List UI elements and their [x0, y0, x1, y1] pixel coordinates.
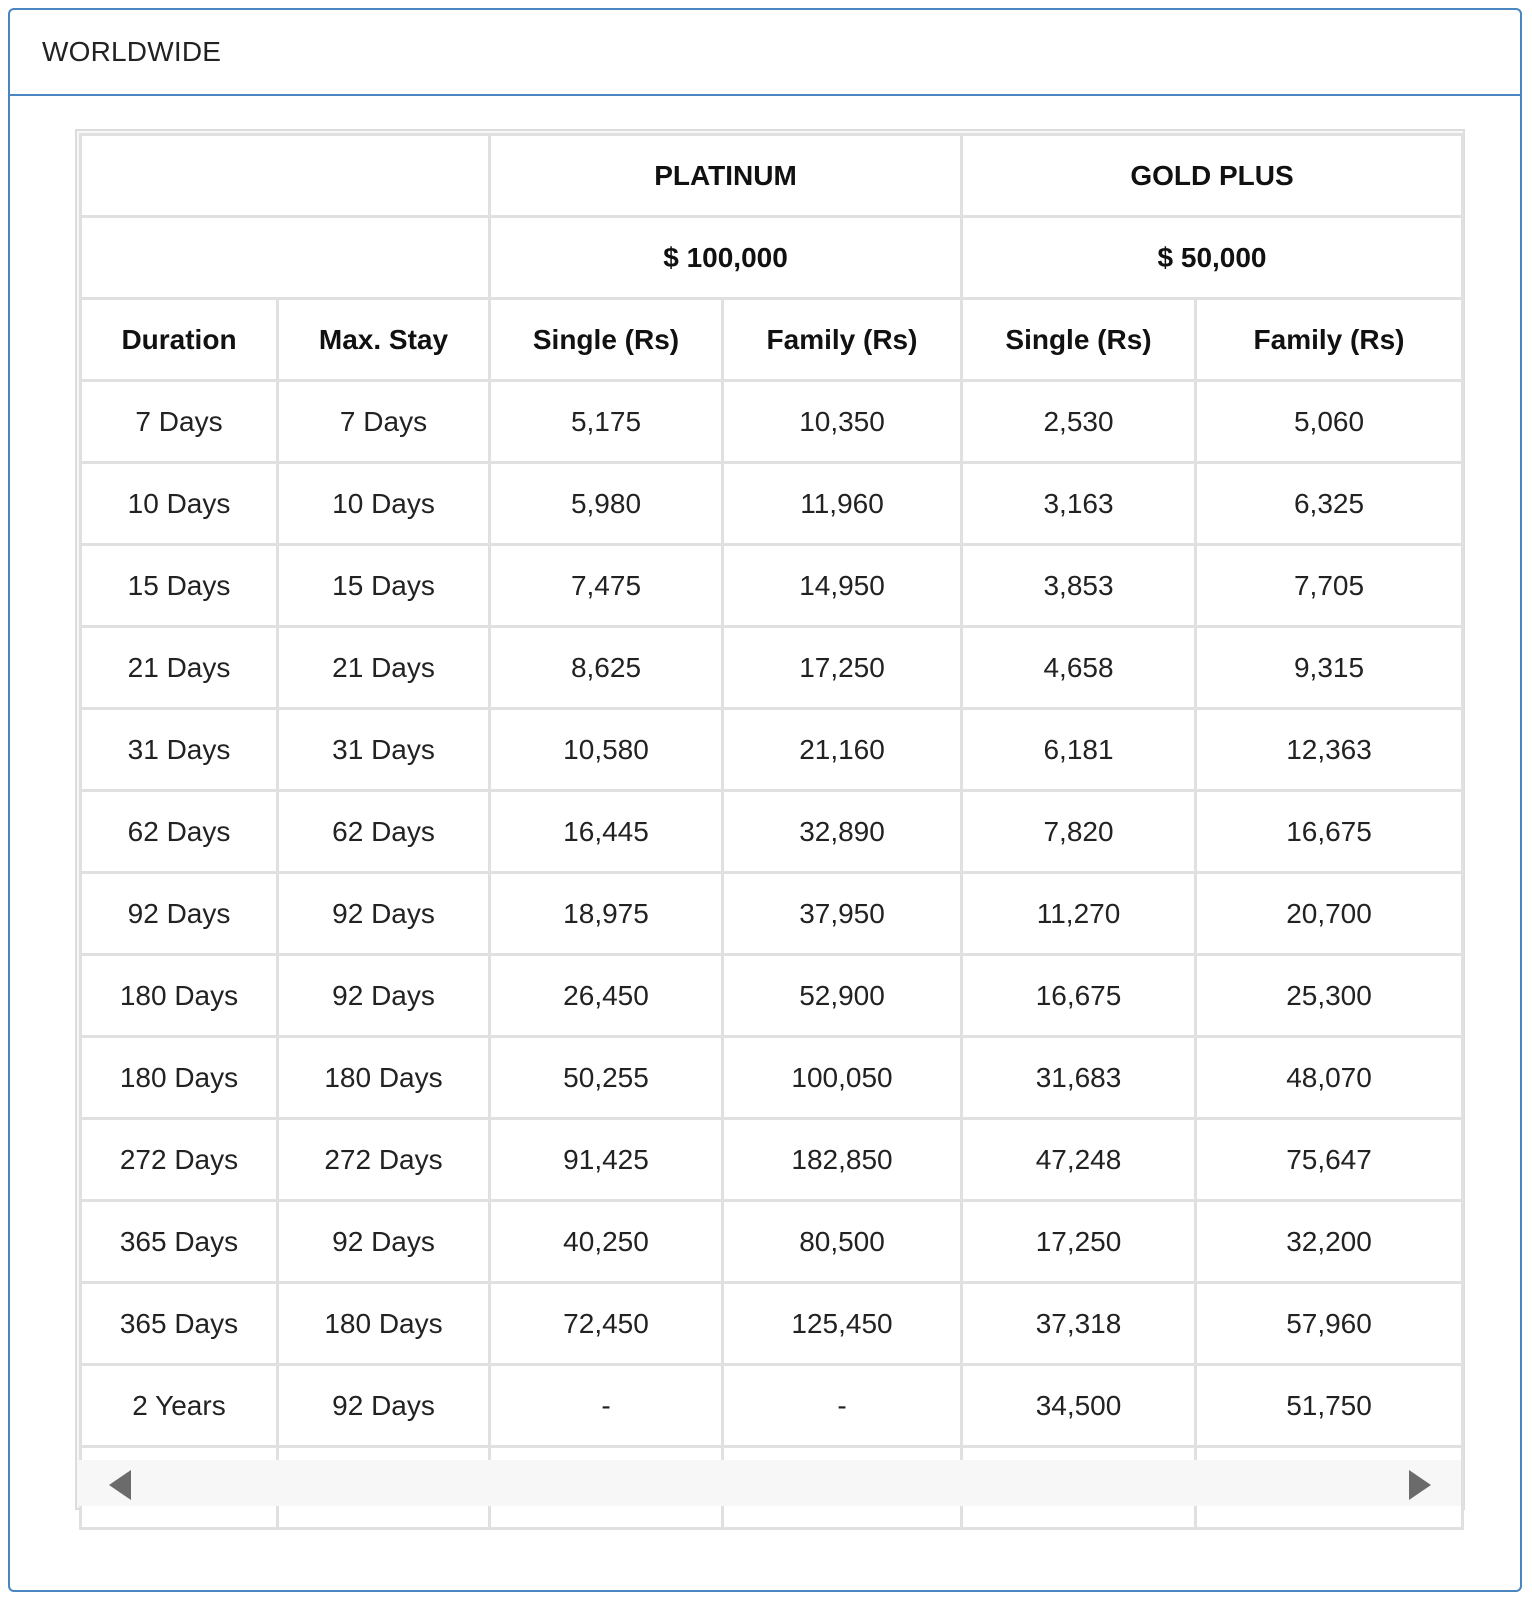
cell-gold-single: 6,181 [962, 709, 1196, 791]
cell-platinum-single: 8,625 [490, 627, 723, 709]
cell-max-stay: 15 Days [278, 545, 490, 627]
cell-gold-family: 48,070 [1196, 1037, 1463, 1119]
cell-platinum-family: 100,050 [723, 1037, 962, 1119]
column-header-platinum-family: Family (Rs) [723, 299, 962, 381]
cell-platinum-family: 11,960 [723, 463, 962, 545]
cell-platinum-single: 10,580 [490, 709, 723, 791]
cell-max-stay: 31 Days [278, 709, 490, 791]
cell-duration: 180 Days [81, 955, 278, 1037]
premium-rate-table [79, 133, 1464, 1530]
cell-max-stay: 10 Days [278, 463, 490, 545]
column-header-row [81, 299, 1463, 381]
cell-max-stay: 92 Days [278, 1365, 490, 1447]
plan-coverage-platinum: $ 100,000 [490, 217, 962, 299]
cell-gold-family: 51,750 [1196, 1365, 1463, 1447]
cell-platinum-single: 5,175 [490, 381, 723, 463]
horizontal-scrollbar[interactable] [79, 1460, 1461, 1506]
table-row [81, 1283, 1463, 1365]
table-row [81, 627, 1463, 709]
table-row [81, 1037, 1463, 1119]
cell-gold-family: 6,325 [1196, 463, 1463, 545]
cell-gold-single: 3,163 [962, 463, 1196, 545]
plan-name-platinum: PLATINUM [490, 135, 962, 217]
cell-gold-family: 9,315 [1196, 627, 1463, 709]
empty-header-cell [81, 217, 490, 299]
cell-gold-single: 47,248 [962, 1119, 1196, 1201]
cell-gold-family: 25,300 [1196, 955, 1463, 1037]
cell-gold-family: 16,675 [1196, 791, 1463, 873]
cell-duration: 365 Days [81, 1283, 278, 1365]
table-row [81, 791, 1463, 873]
cell-platinum-single: 72,450 [490, 1283, 723, 1365]
cell-gold-family: 20,700 [1196, 873, 1463, 955]
cell-gold-single: 17,250 [962, 1201, 1196, 1283]
cell-max-stay: 272 Days [278, 1119, 490, 1201]
cell-max-stay: 21 Days [278, 627, 490, 709]
cell-duration: 62 Days [81, 791, 278, 873]
cell-platinum-single: 50,255 [490, 1037, 723, 1119]
cell-gold-family: 32,200 [1196, 1201, 1463, 1283]
column-header-platinum-single: Single (Rs) [490, 299, 723, 381]
table-row [81, 463, 1463, 545]
cell-max-stay: 92 Days [278, 1201, 490, 1283]
plan-coverage-row [81, 217, 1463, 299]
cell-platinum-family: 37,950 [723, 873, 962, 955]
worldwide-panel [8, 8, 1522, 1592]
table-row [81, 955, 1463, 1037]
rate-table-body [81, 381, 1463, 1529]
cell-max-stay: 180 Days [278, 1283, 490, 1365]
cell-platinum-family: 125,450 [723, 1283, 962, 1365]
cell-platinum-family: 32,890 [723, 791, 962, 873]
cell-duration: 180 Days [81, 1037, 278, 1119]
cell-duration: 21 Days [81, 627, 278, 709]
cell-duration: 10 Days [81, 463, 278, 545]
table-row [81, 381, 1463, 463]
table-row [81, 1365, 1463, 1447]
column-header-duration: Duration [81, 299, 278, 381]
panel-title: WORLDWIDE [10, 10, 1520, 96]
cell-platinum-single: 7,475 [490, 545, 723, 627]
cell-gold-single: 11,270 [962, 873, 1196, 955]
cell-platinum-family: 52,900 [723, 955, 962, 1037]
cell-max-stay: 180 Days [278, 1037, 490, 1119]
cell-platinum-single: 18,975 [490, 873, 723, 955]
triangle-right-icon[interactable] [1409, 1470, 1431, 1500]
cell-platinum-family: 17,250 [723, 627, 962, 709]
cell-duration: 31 Days [81, 709, 278, 791]
cell-platinum-single: 16,445 [490, 791, 723, 873]
cell-duration: 92 Days [81, 873, 278, 955]
cell-platinum-family: 80,500 [723, 1201, 962, 1283]
column-header-max-stay: Max. Stay [278, 299, 490, 381]
cell-gold-single: 34,500 [962, 1365, 1196, 1447]
plan-coverage-gold-plus: $ 50,000 [962, 217, 1463, 299]
table-row [81, 873, 1463, 955]
cell-duration: 2 Years [81, 1365, 278, 1447]
cell-max-stay: 7 Days [278, 381, 490, 463]
cell-gold-single: 37,318 [962, 1283, 1196, 1365]
cell-gold-single: 3,853 [962, 545, 1196, 627]
cell-gold-family: 75,647 [1196, 1119, 1463, 1201]
cell-gold-family: 57,960 [1196, 1283, 1463, 1365]
cell-gold-family: 7,705 [1196, 545, 1463, 627]
cell-platinum-family: - [723, 1365, 962, 1447]
cell-platinum-single: 5,980 [490, 463, 723, 545]
plan-name-gold-plus: GOLD PLUS [962, 135, 1463, 217]
empty-header-cell [81, 135, 490, 217]
table-row [81, 1201, 1463, 1283]
triangle-left-icon[interactable] [109, 1470, 131, 1500]
cell-gold-family: 5,060 [1196, 381, 1463, 463]
cell-gold-single: 7,820 [962, 791, 1196, 873]
plan-name-row [81, 135, 1463, 217]
column-header-gold-single: Single (Rs) [962, 299, 1196, 381]
cell-max-stay: 92 Days [278, 955, 490, 1037]
cell-platinum-single: 26,450 [490, 955, 723, 1037]
cell-gold-single: 31,683 [962, 1037, 1196, 1119]
cell-duration: 272 Days [81, 1119, 278, 1201]
column-header-gold-family: Family (Rs) [1196, 299, 1463, 381]
table-row [81, 1119, 1463, 1201]
cell-gold-family: 12,363 [1196, 709, 1463, 791]
cell-max-stay: 92 Days [278, 873, 490, 955]
cell-duration: 365 Days [81, 1201, 278, 1283]
cell-platinum-family: 14,950 [723, 545, 962, 627]
cell-gold-single: 2,530 [962, 381, 1196, 463]
table-row [81, 709, 1463, 791]
table-scroll-container[interactable] [75, 129, 1465, 1510]
table-row [81, 545, 1463, 627]
cell-duration: 7 Days [81, 381, 278, 463]
cell-gold-single: 4,658 [962, 627, 1196, 709]
cell-platinum-family: 21,160 [723, 709, 962, 791]
cell-platinum-single: 40,250 [490, 1201, 723, 1283]
cell-platinum-single: 91,425 [490, 1119, 723, 1201]
cell-platinum-family: 10,350 [723, 381, 962, 463]
cell-gold-single: 16,675 [962, 955, 1196, 1037]
cell-max-stay: 62 Days [278, 791, 490, 873]
cell-duration: 15 Days [81, 545, 278, 627]
cell-platinum-family: 182,850 [723, 1119, 962, 1201]
cell-platinum-single: - [490, 1365, 723, 1447]
